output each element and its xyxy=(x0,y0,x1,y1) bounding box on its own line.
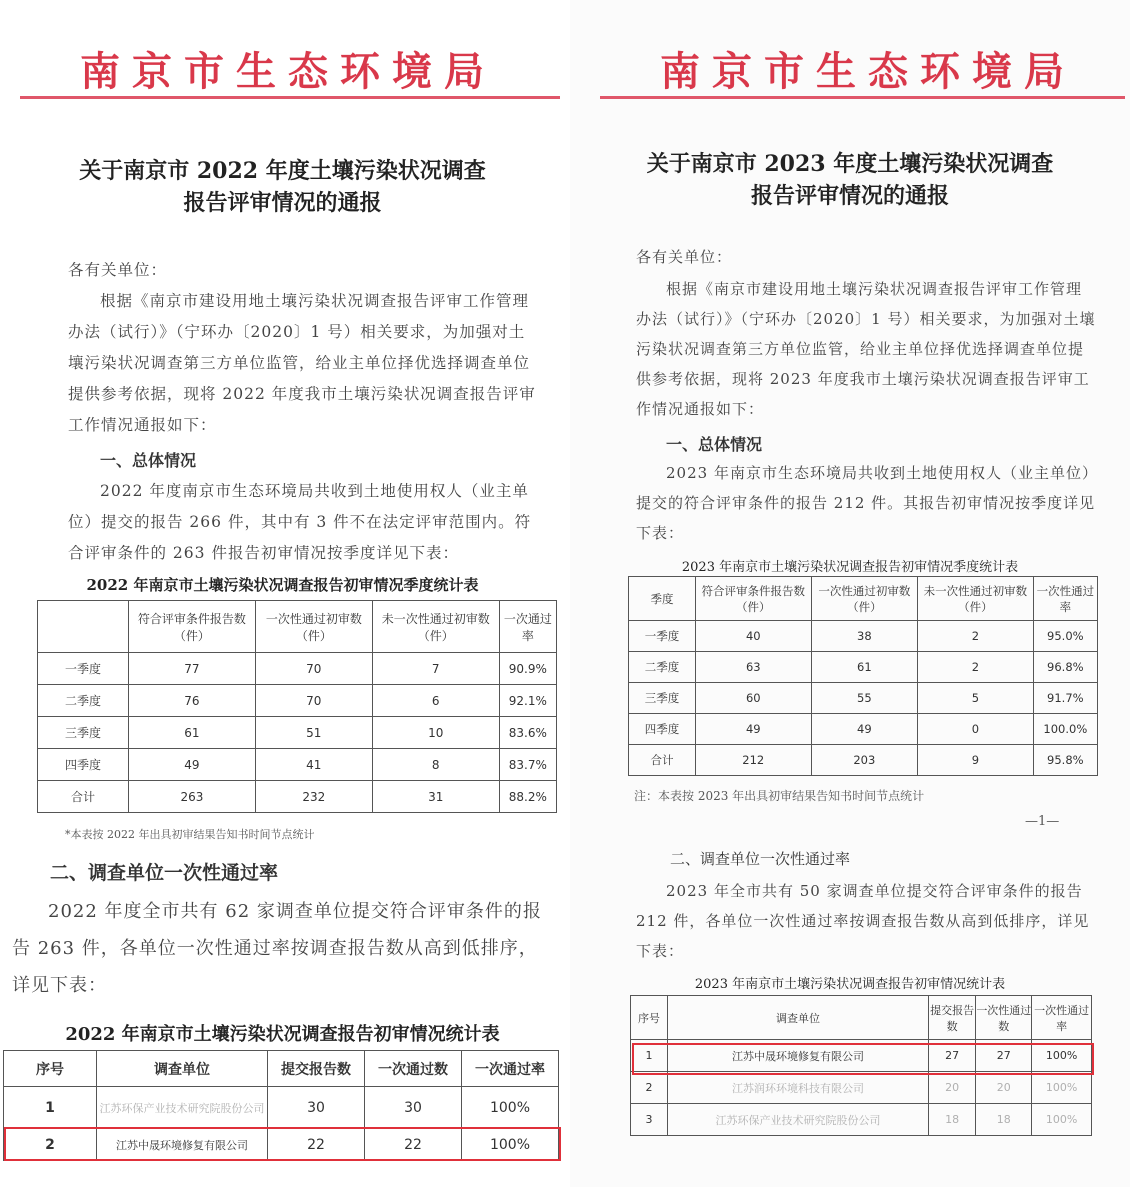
table-cell: 40 xyxy=(696,621,812,652)
table-row xyxy=(38,749,557,781)
document-title-line-1: 关于南京市 2023 年度土壤污染状况调查 xyxy=(646,151,1054,177)
masthead-divider xyxy=(600,96,1125,99)
pass-rate-paragraph: 2022 年度全市共有 62 家调查单位提交符合评审条件的报告 263 件，各单位一次性通过率按调查报告数从高到低排序，详见下表： xyxy=(12,901,542,996)
table-row xyxy=(629,745,1098,776)
table-row xyxy=(4,1087,559,1129)
table-row xyxy=(38,685,557,717)
table-cell: 江苏环保产业技术研究院股份公司 xyxy=(668,1104,929,1136)
table-cell: 27 xyxy=(976,1040,1032,1072)
table-cell: 6 xyxy=(372,685,499,717)
table-cell: 55 xyxy=(811,683,918,714)
table-cell: 76 xyxy=(129,685,256,717)
table-cell: 203 xyxy=(811,745,918,776)
table-cell: 51 xyxy=(255,717,372,749)
table-cell: 2 xyxy=(4,1129,97,1161)
highlight-box xyxy=(632,1043,1094,1075)
table-cell: 2 xyxy=(918,652,1034,683)
masthead-divider xyxy=(20,96,560,99)
table-header-cell: 季度 xyxy=(629,577,696,621)
table-header-cell: 未一次性通过初审数（件） xyxy=(372,601,499,653)
table-cell: 江苏润环环境科技有限公司 xyxy=(668,1072,929,1104)
quarter-statistics-table xyxy=(37,600,557,813)
table-cell: 30 xyxy=(268,1087,365,1129)
table-header-cell: 一次通过率 xyxy=(462,1051,559,1087)
table-cell: 一季度 xyxy=(38,653,129,685)
table-row xyxy=(629,652,1098,683)
table-cell: 49 xyxy=(696,714,812,745)
table-footnote: 注：本表按 2023 年出具初审结果告知书时间节点统计 xyxy=(634,789,925,803)
table-cell: 77 xyxy=(129,653,256,685)
table-cell: 22 xyxy=(268,1129,365,1161)
table-cell: 263 xyxy=(129,781,256,813)
table-cell: 61 xyxy=(129,717,256,749)
table-header-cell: 提交报告数 xyxy=(268,1051,365,1087)
table-cell: 20 xyxy=(929,1072,976,1104)
quarter-table-caption: 2023 年南京市土壤污染状况调查报告初审情况季度统计表 xyxy=(681,560,1019,575)
table-header-cell: 调查单位 xyxy=(668,996,929,1040)
quarter-table-caption: 2022 年南京市土壤污染状况调查报告初审情况季度统计表 xyxy=(86,576,479,594)
overview-paragraph: 2023 年南京市生态环境局共收到土地使用权人（业主单位）提交的符合评审条件的报告 212 件。其报告初审情况按季度详见下表： xyxy=(636,464,1096,542)
table-cell: 一季度 xyxy=(629,621,696,652)
salutation: 各有关单位： xyxy=(68,261,168,279)
section-heading-pass-rate: 二、调查单位一次性通过率 xyxy=(50,862,279,884)
table-row xyxy=(38,717,557,749)
table-cell: 5 xyxy=(918,683,1034,714)
table-cell: 2 xyxy=(918,621,1034,652)
document-title-line-2: 报告评审情况的通报 xyxy=(750,183,949,209)
table-cell: 9 xyxy=(918,745,1034,776)
section-heading-overview: 一、总体情况 xyxy=(666,435,763,454)
table-cell: 27 xyxy=(929,1040,976,1072)
intro-paragraph: 根据《南京市建设用地土壤污染状况调查报告评审工作管理办法（试行）》（宁环办〔2020〕1 号）相关要求，为加强对土壤污染状况调查第三方单位监管，给业主单位择优选择调查单位提供参考依据，现将 2023 年度我市土壤污染状况调查报告评审工作情况通报如下： xyxy=(636,280,1096,418)
table-header-cell xyxy=(38,601,129,653)
table-cell: 三季度 xyxy=(629,683,696,714)
table-cell: 88.2% xyxy=(499,781,556,813)
table-cell: 二季度 xyxy=(38,685,129,717)
table-cell: 96.8% xyxy=(1033,652,1097,683)
table-row xyxy=(631,1072,1092,1104)
table-cell: 18 xyxy=(976,1104,1032,1136)
table-cell: 7 xyxy=(372,653,499,685)
table-cell: 100% xyxy=(1032,1040,1092,1072)
table-cell: 3 xyxy=(631,1104,668,1136)
table-row xyxy=(38,781,557,813)
table-cell: 10 xyxy=(372,717,499,749)
table-cell: 0 xyxy=(918,714,1034,745)
table-cell: 8 xyxy=(372,749,499,781)
table-cell: 38 xyxy=(811,621,918,652)
table-header-cell: 一次性通过初审数（件） xyxy=(811,577,918,621)
table-row xyxy=(631,1104,1092,1136)
table-cell: 合计 xyxy=(38,781,129,813)
table-cell: 95.0% xyxy=(1033,621,1097,652)
table-header-cell: 一次通过率 xyxy=(499,601,556,653)
table-row xyxy=(38,653,557,685)
document-title-line-2: 报告评审情况的通报 xyxy=(183,190,382,216)
table-cell: 61 xyxy=(811,652,918,683)
table-header-cell: 提交报告数 xyxy=(929,996,976,1040)
table-header-cell: 一次性通过率 xyxy=(1032,996,1092,1040)
highlight-box xyxy=(4,1127,561,1161)
table-cell: 2 xyxy=(631,1072,668,1104)
table-cell: 100% xyxy=(462,1087,559,1129)
table-cell: 30 xyxy=(365,1087,462,1129)
table-cell: 232 xyxy=(255,781,372,813)
quarter-statistics-table xyxy=(628,576,1098,776)
table-cell: 31 xyxy=(372,781,499,813)
unit-table-caption: 2022 年南京市土壤污染状况调查报告初审情况统计表 xyxy=(65,1024,500,1045)
table-row xyxy=(629,683,1098,714)
table-cell: 49 xyxy=(811,714,918,745)
table-cell: 1 xyxy=(4,1087,97,1129)
table-cell: 70 xyxy=(255,685,372,717)
unit-table-caption: 2023 年南京市土壤污染状况调查报告初审情况统计表 xyxy=(694,977,1006,992)
page-number: —1— xyxy=(1025,814,1060,829)
table-cell: 三季度 xyxy=(38,717,129,749)
table-cell: 41 xyxy=(255,749,372,781)
table-cell: 100.0% xyxy=(1033,714,1097,745)
table-cell: 合计 xyxy=(629,745,696,776)
table-cell: 70 xyxy=(255,653,372,685)
overview-paragraph: 2022 年度南京市生态环境局共收到土地使用权人（业主单位）提交的报告 266 件，其中有 3 件不在法定评审范围内。符合评审条件的 263 件报告初审情况按季度详见下表： xyxy=(68,482,532,562)
table-header-cell: 序号 xyxy=(4,1051,97,1087)
table-header-cell: 一次性通过初审数（件） xyxy=(255,601,372,653)
document-page-2023 xyxy=(570,0,1130,1187)
table-header-cell: 符合评审条件报告数（件） xyxy=(129,601,256,653)
table-cell: 100% xyxy=(1032,1104,1092,1136)
section-heading-pass-rate: 二、调查单位一次性通过率 xyxy=(670,850,851,868)
table-cell: 49 xyxy=(129,749,256,781)
table-cell: 90.9% xyxy=(499,653,556,685)
table-row xyxy=(629,621,1098,652)
table-cell: 18 xyxy=(929,1104,976,1136)
table-cell: 1 xyxy=(631,1040,668,1072)
table-cell: 四季度 xyxy=(629,714,696,745)
table-cell: 63 xyxy=(696,652,812,683)
table-cell: 212 xyxy=(696,745,812,776)
masthead: 南京市生态环境局 xyxy=(660,48,1076,95)
pass-rate-paragraph: 2023 年全市共有 50 家调查单位提交符合评审条件的报告 212 件，各单位一次性通过率按调查报告数从高到低排序，详见下表： xyxy=(636,882,1090,960)
intro-paragraph: 根据《南京市建设用地土壤污染状况调查报告评审工作管理办法（试行）》（宁环办〔2020〕1 号）相关要求，为加强对土壤污染状况调查第三方单位监管，给业主单位择优选择调查单位提供参考依据，现将 2022 年度我市土壤污染状况调查报告评审工作情况通报如下： xyxy=(68,292,536,434)
table-cell: 92.1% xyxy=(499,685,556,717)
table-cell: 江苏中晟环境修复有限公司 xyxy=(668,1040,929,1072)
table-row xyxy=(629,714,1098,745)
table-cell: 江苏环保产业技术研究院股份公司 xyxy=(97,1087,268,1129)
section-heading-overview: 一、总体情况 xyxy=(100,451,197,470)
table-cell: 20 xyxy=(976,1072,1032,1104)
table-header-cell: 一次性通过率 xyxy=(1033,577,1097,621)
table-cell: 60 xyxy=(696,683,812,714)
document-title-line-1: 关于南京市 2022 年度土壤污染状况调查 xyxy=(79,158,486,184)
table-cell: 四季度 xyxy=(38,749,129,781)
table-cell: 95.8% xyxy=(1033,745,1097,776)
table-cell: 83.7% xyxy=(499,749,556,781)
table-cell: 100% xyxy=(1032,1072,1092,1104)
table-footnote: *本表按 2022 年出具初审结果告知书时间节点统计 xyxy=(65,828,315,841)
table-header-cell: 一次通过数 xyxy=(365,1051,462,1087)
salutation: 各有关单位： xyxy=(636,248,733,266)
table-header-cell: 序号 xyxy=(631,996,668,1040)
table-cell: 22 xyxy=(365,1129,462,1161)
table-cell: 100% xyxy=(462,1129,559,1161)
table-header-cell: 符合评审条件报告数（件） xyxy=(696,577,812,621)
table-header-cell: 未一次性通过初审数（件） xyxy=(918,577,1034,621)
table-cell: 83.6% xyxy=(499,717,556,749)
table-cell: 91.7% xyxy=(1033,683,1097,714)
table-header-cell: 一次性通过数 xyxy=(976,996,1032,1040)
masthead: 南京市生态环境局 xyxy=(80,48,496,95)
table-cell: 江苏中晟环境修复有限公司 xyxy=(97,1129,268,1161)
table-header-cell: 调查单位 xyxy=(97,1051,268,1087)
table-cell: 二季度 xyxy=(629,652,696,683)
